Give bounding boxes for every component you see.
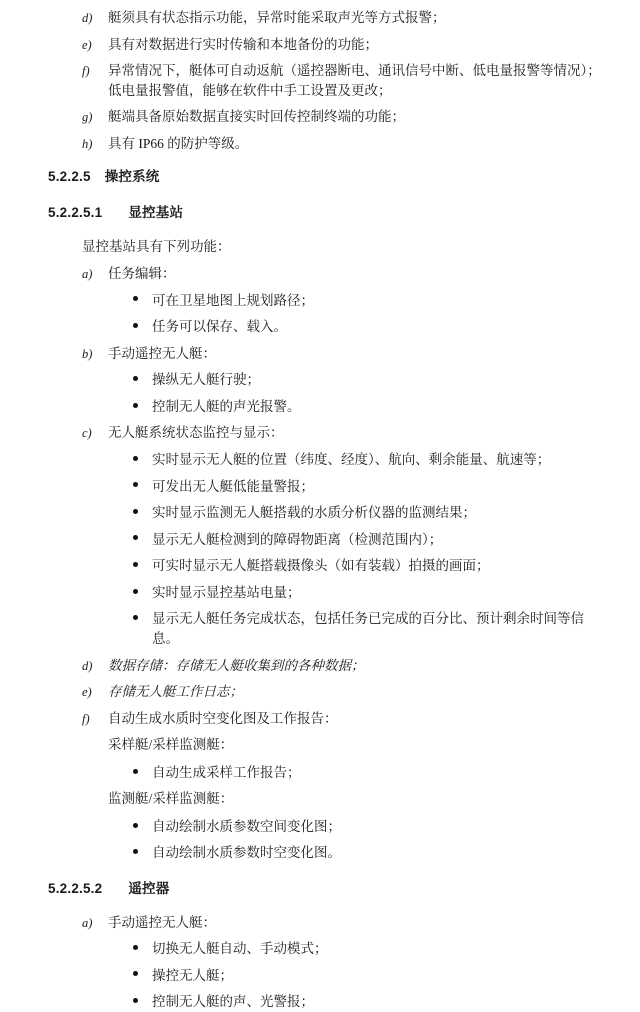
list-item [130,370,610,390]
list-item-text: 具有对数据进行实时传输和本地备份的功能； [108,36,378,52]
list-item-text: 实时显示显控基站电量； [152,584,301,600]
section-number: 5.2.2.5.1 [48,204,103,220]
list-item [130,503,610,523]
section-title: 操控系统 [104,169,160,185]
list-item-marker: d) [82,658,93,673]
section-title: 遥控器 [128,881,170,896]
bullet-icon [130,450,152,468]
list-item-text: 自动生成采样工作报告； [152,764,301,780]
list-item [130,966,610,986]
bullet-icon [130,370,152,388]
list-item-text: 操纵无人艇行驶； [152,372,260,388]
section-heading [48,167,610,187]
list-item [82,134,610,154]
list-item [130,317,610,337]
list-item [130,583,610,603]
list-item [130,609,610,648]
list-item [82,264,610,284]
bullet-icon [130,583,152,601]
list-item-text: 任务编辑： [108,266,176,282]
list-item-text: 控制无人艇的声、光警报； [152,994,314,1010]
list-item-text: 自动绘制水质参数空间变化图； [152,818,341,834]
paragraph: 监测艇/采样监测艇： [108,791,234,807]
list-item [130,291,610,311]
list-item-text: 异常情况下，艇体可自动返航（遥控器断电、通讯信号中断、低电量报警等情况）；低电量报警值，能够在软件中手工设置及更改； [108,63,601,98]
bullet-icon [130,817,152,835]
list-item-marker: d) [82,11,93,25]
list-item-marker: a) [82,267,93,282]
section-heading [48,879,610,899]
list-item [82,656,610,676]
list-item [82,35,610,55]
list-item-text: 具有 IP66 的防护等级。 [108,135,249,151]
list-item-text: 实时显示监测无人艇搭载的水质分析仪器的监测结果； [152,505,476,521]
bullet-icon [130,317,152,335]
list-item-text: 显示无人艇检测到的障碍物距离（检测范围内）； [152,531,443,547]
list-item-marker: a) [82,915,93,930]
list-item-marker: f) [82,711,90,726]
list-item [130,992,610,1012]
bullet-icon [130,609,152,627]
list-item [130,530,610,550]
bullet-icon [130,291,152,309]
list-item [130,450,610,470]
list-item [82,709,610,729]
list-item-text: 自动生成水质时空变化图及工作报告： [108,710,338,726]
list-item-text: 无人艇系统状态监控与显示： [108,425,284,441]
section-number: 5.2.2.5.2 [48,881,103,896]
list-item [130,763,610,783]
bullet-icon [130,763,152,781]
list-item [82,8,610,28]
list-item-marker: g) [82,110,93,125]
list-item-text: 控制无人艇的声光报警。 [152,398,301,414]
list-item-text: 手动遥控无人艇： [108,345,216,361]
list-item-marker: c) [82,426,92,441]
list-item [130,477,610,497]
list-item-marker: h) [82,136,93,151]
list-item-text: 数据存储：存储无人艇收集到的各种数据； [108,657,365,673]
list-item-text: 艇端具备原始数据直接实时回传控制终端的功能； [108,109,405,125]
list-item [82,913,610,933]
paragraph: 采样艇/采样监测艇： [108,737,234,753]
document-body [30,8,610,1012]
list-item-text: 手动遥控无人艇： [108,914,216,930]
list-item [130,817,610,837]
list-item [82,682,610,702]
list-item-text: 可实时显示无人艇搭载摄像头（如有装载）拍摄的画面； [152,558,490,574]
list-item-text: 实时显示无人艇的位置（纬度、经度）、航向、剩余能量、航速等； [152,452,551,467]
section-number: 5.2.2.5 [48,169,91,185]
list-item-marker: e) [82,685,92,700]
list-item [130,556,610,576]
list-item-text: 可在卫星地图上规划路径； [152,292,314,308]
paragraph: 显控基站具有下列功能： [82,238,231,254]
list-item [82,107,610,127]
bullet-icon [130,843,152,861]
list-item-marker: f) [82,64,90,79]
bullet-icon [130,530,152,548]
list-item-text: 任务可以保存、载入。 [152,319,287,335]
list-item [130,843,610,863]
list-item-text: 切换无人艇自动、手动模式； [152,941,328,957]
bullet-icon [130,397,152,415]
list-item-text: 存储无人艇工作日志； [108,684,243,700]
list-item-marker: e) [82,37,92,52]
section-heading [48,203,610,223]
list-item-text: 操控无人艇； [152,967,233,983]
list-item-marker: b) [82,346,93,361]
list-item [130,939,610,959]
list-item [82,344,610,364]
list-item [82,61,610,100]
list-item-text: 显示无人艇任务完成状态，包括任务已完成的百分比、预计剩余时间等信息。 [152,611,584,646]
list-item [130,397,610,417]
section-title: 显控基站 [128,204,184,220]
bullet-icon [130,939,152,957]
list-item-text: 可发出无人艇低能量警报； [152,478,314,494]
bullet-icon [130,556,152,574]
list-item [82,423,610,443]
bullet-icon [130,992,152,1010]
list-item-text: 自动绘制水质参数时空变化图。 [152,845,341,861]
bullet-icon [130,966,152,984]
bullet-icon [130,503,152,521]
list-item-text: 艇须具有状态指示功能，异常时能采取声光等方式报警； [108,10,446,25]
bullet-icon [130,477,152,495]
